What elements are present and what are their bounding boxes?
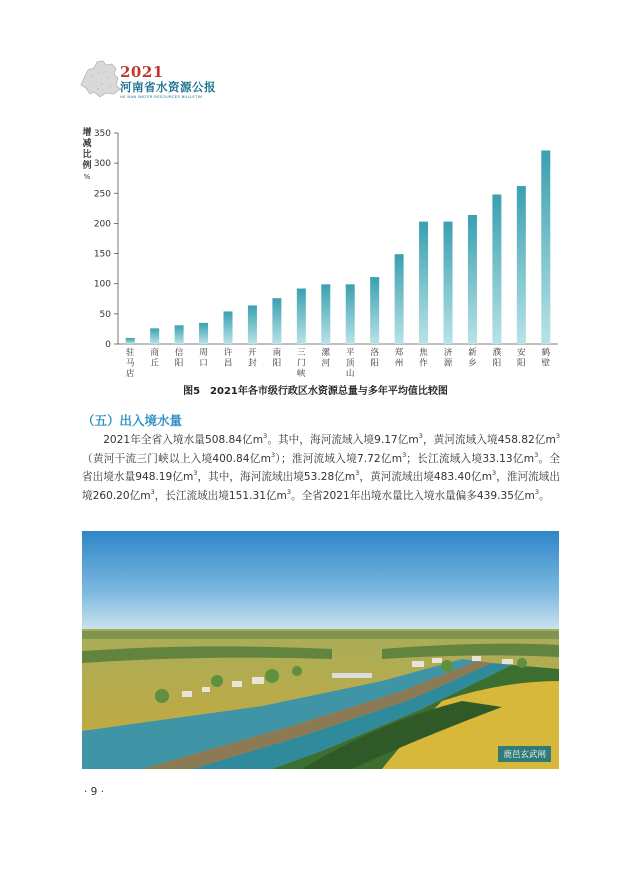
x-tick-label-char: 周 xyxy=(199,348,208,358)
bar-9 xyxy=(346,284,355,344)
bar-14 xyxy=(468,215,477,344)
x-tick-label-char: 焦 xyxy=(419,348,428,358)
y-tick-label: 150 xyxy=(93,249,111,260)
x-tick-label-char: 源 xyxy=(443,358,453,369)
bar-10 xyxy=(370,277,379,344)
x-tick-label-char: 乡 xyxy=(468,358,477,369)
bar-2 xyxy=(175,325,184,344)
bar-3 xyxy=(199,323,208,344)
y-tick-label: 350 xyxy=(93,129,111,139)
y-tick-label: 300 xyxy=(93,159,111,170)
x-tick-label-char: 济 xyxy=(443,348,453,358)
header-title: 河南省水资源公报 xyxy=(120,80,216,94)
section-title: （五）出入境水量 xyxy=(82,413,183,428)
y-tick-label: 100 xyxy=(93,279,111,290)
chart-ylabel-char: 增 xyxy=(82,128,92,138)
x-tick-label-char: 顶 xyxy=(345,358,355,369)
x-tick-label-char: 店 xyxy=(125,369,135,379)
photo-illustration xyxy=(82,531,559,769)
bar-6 xyxy=(272,298,281,344)
header-subtitle: HE NAN WATER RESOURCES BULLETIN xyxy=(120,94,203,99)
x-tick-label-char: 平 xyxy=(345,348,355,358)
x-tick-label-char: 许 xyxy=(223,348,233,358)
bar-5 xyxy=(248,305,257,344)
x-tick-label-char: 丘 xyxy=(150,358,159,369)
bar-13 xyxy=(444,222,453,344)
henan-map-logo-icon xyxy=(78,58,126,100)
bar-8 xyxy=(321,284,330,344)
x-tick-label-char: 商 xyxy=(150,348,159,358)
header-year: 2021 xyxy=(120,63,164,81)
y-tick-label: 200 xyxy=(93,219,111,230)
chart-ylabel-char: 比 xyxy=(82,150,92,160)
x-tick-label-char: 门 xyxy=(297,358,306,369)
bar-15 xyxy=(492,194,501,344)
x-tick-label-char: 安 xyxy=(517,348,526,358)
x-tick-label-char: 濮 xyxy=(492,348,502,358)
bar-0 xyxy=(126,338,135,344)
x-tick-label-char: 开 xyxy=(248,348,257,358)
x-tick-label-char: 南 xyxy=(272,348,282,358)
y-tick-label: 50 xyxy=(99,309,111,320)
x-tick-label-char: 山 xyxy=(345,369,355,379)
x-tick-label-char: 河 xyxy=(321,358,331,369)
x-tick-label-char: 作 xyxy=(419,358,428,369)
bar-16 xyxy=(517,186,526,344)
bar-1 xyxy=(150,328,159,344)
y-tick-label: 0 xyxy=(105,340,111,350)
x-tick-label-char: 州 xyxy=(394,358,404,369)
figure-caption: 图5 2021年各市级行政区水资源总量与多年平均值比较图 xyxy=(183,386,448,397)
x-tick-label-char: 鹤 xyxy=(541,348,551,358)
x-tick-label-char: 峡 xyxy=(297,369,306,379)
bar-12 xyxy=(419,222,428,344)
x-tick-label-char: 阳 xyxy=(272,358,282,369)
x-tick-label-char: 壁 xyxy=(541,358,551,369)
x-tick-label-char: 郑 xyxy=(394,348,404,358)
y-tick-label: 250 xyxy=(93,189,111,200)
x-tick-label-char: 洛 xyxy=(370,348,379,358)
x-tick-label-char: 信 xyxy=(174,348,184,358)
x-tick-label-char: 马 xyxy=(125,358,135,369)
chart-ylabel-char: 例 xyxy=(82,161,92,171)
x-tick-label-char: 驻 xyxy=(125,348,135,358)
x-tick-label-char: 阳 xyxy=(492,358,502,369)
x-tick-label-char: 昌 xyxy=(223,358,233,369)
chart-ylabel-char: % xyxy=(83,173,91,181)
bar-17 xyxy=(541,150,550,344)
x-tick-label-char: 封 xyxy=(248,358,257,369)
x-tick-label-char: 三 xyxy=(297,348,306,358)
bar-7 xyxy=(297,289,306,344)
x-tick-label-char: 新 xyxy=(468,348,477,358)
chart-ylabel-char: 减 xyxy=(82,139,92,149)
landscape-photo xyxy=(82,531,559,769)
page-number: · 9 · xyxy=(84,786,105,798)
x-tick-label-char: 漯 xyxy=(321,348,331,358)
body-paragraph: 2021年全省入境水量508.84亿$m^3$。其中，海河流域入境9.17亿$m^3$，黄河流域入境458.82亿$m^3$（黄河干流三门峡以上入境400.84亿$m^3$）；淮河流域入境7.72亿$m^3$；长江流域入境33.13亿$m^3$。全省出境水量948.19亿$m^3$，其中，海河流域出境53.28亿$m^3$，黄河流域出境483.40亿$m^3$，淮河流域出境260.20亿$m^3$，长江流域出境151.31亿$m^3$。全省2021年出境水量比入境水量偏多439.35亿$m^3$。 xyxy=(82,432,561,502)
x-tick-label-char: 阳 xyxy=(174,358,184,369)
x-tick-label-char: 阳 xyxy=(370,358,379,369)
bar-4 xyxy=(224,311,233,344)
photo-label: 鹿邑玄武闸 xyxy=(498,746,551,762)
bar-11 xyxy=(395,254,404,344)
bar-chart xyxy=(78,125,568,385)
x-tick-label-char: 阳 xyxy=(517,358,526,369)
x-tick-label-char: 口 xyxy=(199,358,208,369)
